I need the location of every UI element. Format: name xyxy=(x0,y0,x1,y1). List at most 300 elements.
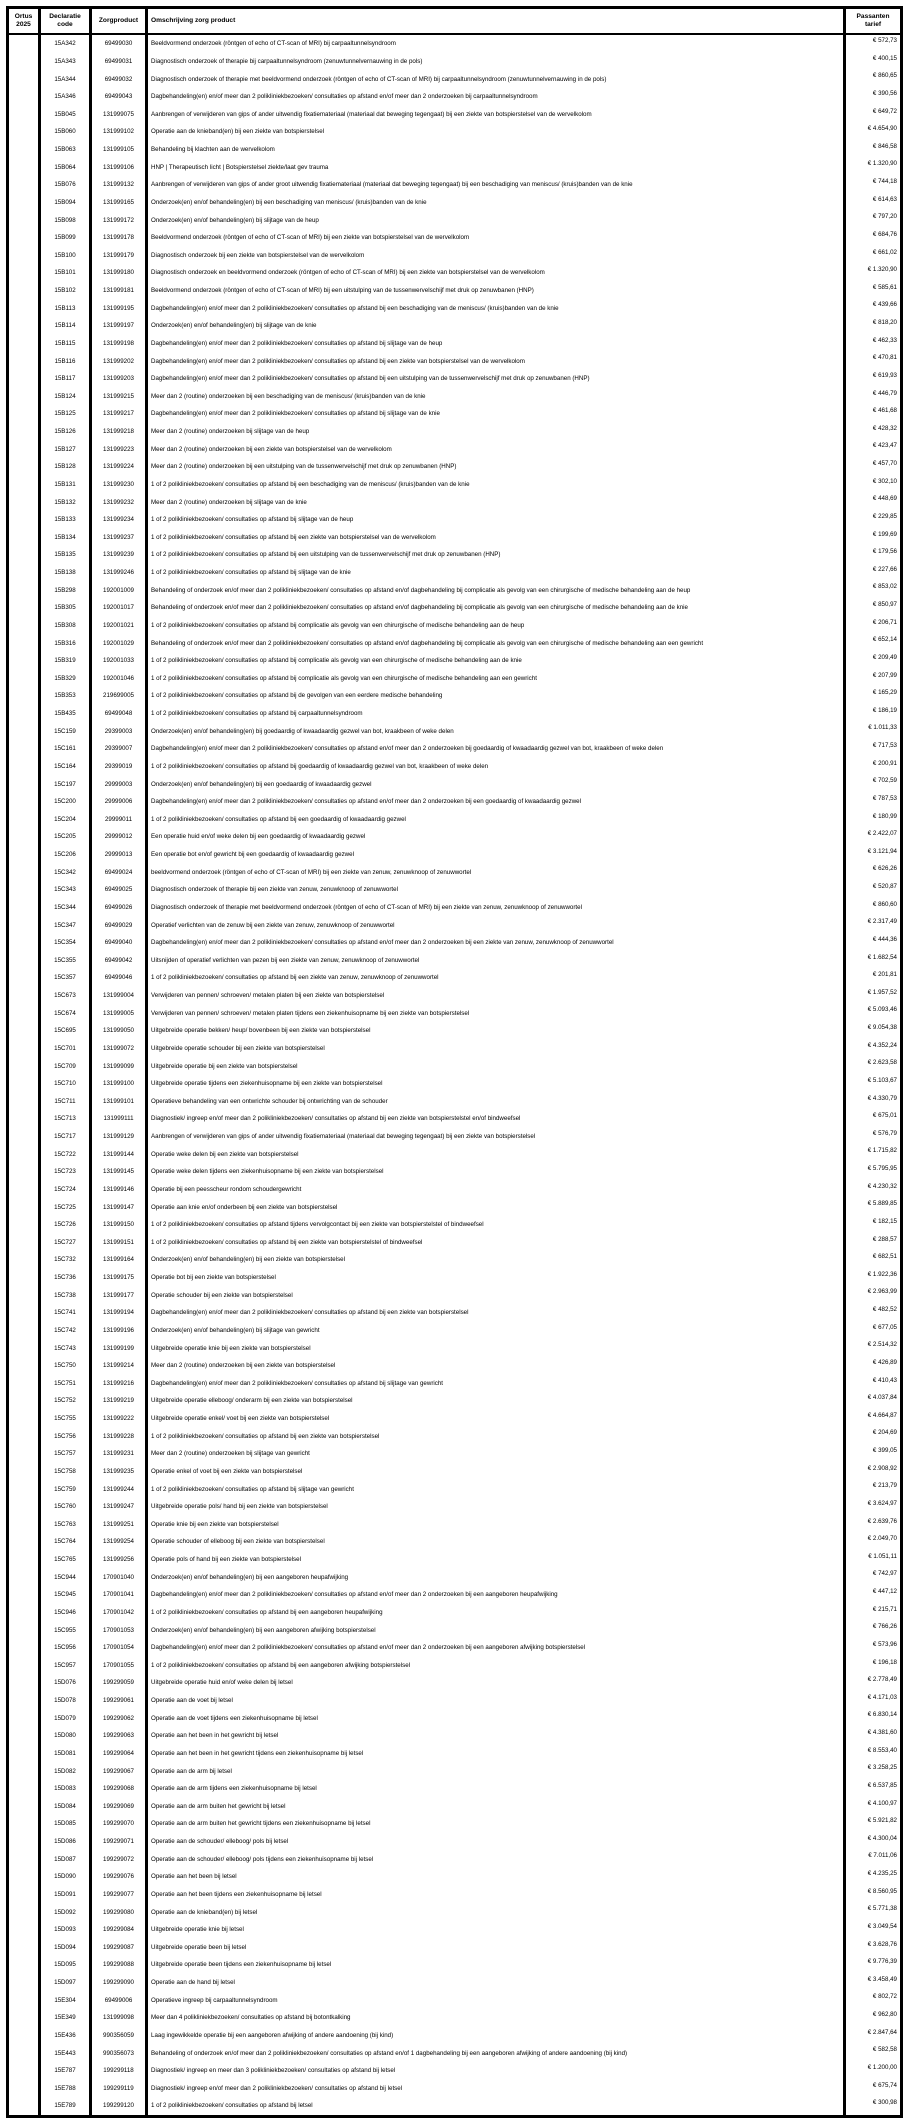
cell-zorgproduct: 29999003 xyxy=(91,775,147,793)
cell-declaratie-code: 15D095 xyxy=(40,1956,91,1974)
cell-zorgproduct: 131999237 xyxy=(91,529,147,547)
cell-zorgproduct: 69499030 xyxy=(91,34,147,53)
cell-zorgproduct: 131999179 xyxy=(91,247,147,265)
cell-declaratie-code: 15C695 xyxy=(40,1022,91,1040)
cell-passanten-tarief: € 860,60 xyxy=(845,899,902,917)
cell-omschrijving: Dagbehandeling(en) en/of meer dan 2 polikliniekbezoeken/ consultaties op afstand bij slijtage van de heup xyxy=(147,335,845,353)
cell-omschrijving: 1 of 2 polikliniekbezoeken/ consultaties op afstand bij complicatie als gevolg van een chirurgische of medische behandeling aan een gewricht xyxy=(147,670,845,688)
cell-omschrijving: Diagnostisch onderzoek bij een ziekte van botspierstelsel van de wervelkolom xyxy=(147,247,845,265)
cell-declaratie-code: 15C204 xyxy=(40,811,91,829)
cell-omschrijving: 1 of 2 polikliniekbezoeken/ consultaties op afstand bij complicatie als gevolg van een chirurgische of medische behandeling aan de knie xyxy=(147,652,845,670)
cell-passanten-tarief: € 1.051,11 xyxy=(845,1551,902,1569)
cell-omschrijving: 1 of 2 polikliniekbezoeken/ consultaties op afstand tijdens vervolgcontact bij een ziekte van botspierstelstel of bindweefsel xyxy=(147,1216,845,1234)
cell-zorgproduct: 199299061 xyxy=(91,1692,147,1710)
cell-passanten-tarief: € 1.922,36 xyxy=(845,1269,902,1287)
cell-passanten-tarief: € 860,65 xyxy=(845,70,902,88)
table-row xyxy=(8,405,902,423)
cell-zorgproduct: 199299071 xyxy=(91,1833,147,1851)
cell-passanten-tarief: € 448,69 xyxy=(845,493,902,511)
cell-omschrijving: Diagnostiek/ ingreep en/of meer dan 2 polikliniekbezoeken/ consultaties op afstand bij een ziekte van botspierstelstel en/of bindweefsel xyxy=(147,1110,845,1128)
cell-passanten-tarief: € 3.121,94 xyxy=(845,846,902,864)
cell-passanten-tarief: € 227,66 xyxy=(845,564,902,582)
cell-zorgproduct: 199299062 xyxy=(91,1709,147,1727)
cell-passanten-tarief: € 3.049,54 xyxy=(845,1921,902,1939)
cell-declaratie-code: 15B329 xyxy=(40,670,91,688)
table-row xyxy=(8,811,902,829)
cell-declaratie-code: 15D082 xyxy=(40,1762,91,1780)
table-row xyxy=(8,2044,902,2062)
cell-declaratie-code: 15C725 xyxy=(40,1198,91,1216)
table-row xyxy=(8,881,902,899)
cell-omschrijving: Behandeling bij klachten aan de wervelkolom xyxy=(147,141,845,159)
table-row xyxy=(8,1586,902,1604)
cell-zorgproduct: 131999231 xyxy=(91,1445,147,1463)
table-row xyxy=(8,1798,902,1816)
table-row xyxy=(8,1040,902,1058)
table-row xyxy=(8,299,902,317)
cell-zorgproduct: 192001046 xyxy=(91,670,147,688)
table-row xyxy=(8,934,902,952)
cell-omschrijving: Meer dan 2 (routine) onderzoeken bij een ziekte van botspierstelsel van de wervelkolom xyxy=(147,440,845,458)
cell-omschrijving: Beeldvormend onderzoek (röntgen of echo of CT-scan of MRI) bij een uitstulping van de tussenwervelschijf met druk op zenuwbanen (HNP) xyxy=(147,282,845,300)
cell-omschrijving: Dagbehandeling(en) en/of meer dan 2 polikliniekbezoeken/ consultaties op afstand en/of meer dan 2 onderzoeken bij een goedaardig of kwaadaardig gezwel xyxy=(147,793,845,811)
cell-omschrijving: Dagbehandeling(en) en/of meer dan 2 polikliniekbezoeken/ consultaties op afstand en/of meer dan 2 onderzoeken bij carpaaltunnelsyndroom xyxy=(147,88,845,106)
cell-omschrijving: 1 of 2 polikliniekbezoeken/ consultaties op afstand bij complicatie als gevolg van een chirurgische of medische behandeling aan de heup xyxy=(147,617,845,635)
cell-passanten-tarief: € 5.889,85 xyxy=(845,1198,902,1216)
cell-passanten-tarief: € 204,69 xyxy=(845,1427,902,1445)
cell-omschrijving: Uitgebreide operatie enkel/ voet bij een ziekte van botspierstelsel xyxy=(147,1410,845,1428)
cell-zorgproduct: 192001033 xyxy=(91,652,147,670)
table-row xyxy=(8,352,902,370)
table-row xyxy=(8,158,902,176)
cell-zorgproduct: 131999247 xyxy=(91,1498,147,1516)
cell-declaratie-code: 15B319 xyxy=(40,652,91,670)
table-row xyxy=(8,282,902,300)
table-row xyxy=(8,1903,902,1921)
cell-zorgproduct: 131999150 xyxy=(91,1216,147,1234)
cell-passanten-tarief: € 853,02 xyxy=(845,581,902,599)
ortus-2025-cell xyxy=(8,34,40,2116)
cell-omschrijving: Operatie aan knie en/of onderbeen bij een ziekte van botspierstelsel xyxy=(147,1198,845,1216)
cell-passanten-tarief: € 661,02 xyxy=(845,247,902,265)
cell-declaratie-code: 15C743 xyxy=(40,1339,91,1357)
cell-passanten-tarief: € 2.963,99 xyxy=(845,1286,902,1304)
table-row xyxy=(8,969,902,987)
cell-zorgproduct: 131999145 xyxy=(91,1163,147,1181)
cell-declaratie-code: 15C945 xyxy=(40,1586,91,1604)
cell-omschrijving: Uitgebreide operatie pols/ hand bij een ziekte van botspierstelsel xyxy=(147,1498,845,1516)
table-row xyxy=(8,793,902,811)
cell-zorgproduct: 131999194 xyxy=(91,1304,147,1322)
table-row xyxy=(8,1181,902,1199)
cell-passanten-tarief: € 390,56 xyxy=(845,88,902,106)
cell-passanten-tarief: € 744,18 xyxy=(845,176,902,194)
cell-passanten-tarief: € 9.054,38 xyxy=(845,1022,902,1040)
table-row xyxy=(8,1445,902,1463)
cell-zorgproduct: 69499043 xyxy=(91,88,147,106)
table-row xyxy=(8,581,902,599)
cell-declaratie-code: 15D093 xyxy=(40,1921,91,1939)
cell-passanten-tarief: € 1.320,90 xyxy=(845,158,902,176)
cell-declaratie-code: 15B101 xyxy=(40,264,91,282)
cell-zorgproduct: 131999216 xyxy=(91,1375,147,1393)
cell-omschrijving: Operatie aan de arm buiten het gewricht bij letsel xyxy=(147,1798,845,1816)
cell-passanten-tarief: € 9.776,39 xyxy=(845,1956,902,1974)
cell-omschrijving: Onderzoek(en) en/of behandeling(en) bij slijtage van gewricht xyxy=(147,1322,845,1340)
cell-passanten-tarief: € 846,58 xyxy=(845,141,902,159)
cell-zorgproduct: 29399019 xyxy=(91,758,147,776)
cell-passanten-tarief: € 675,74 xyxy=(845,2080,902,2098)
cell-zorgproduct: 131999144 xyxy=(91,1145,147,1163)
cell-passanten-tarief: € 4.037,84 xyxy=(845,1392,902,1410)
cell-zorgproduct: 131999050 xyxy=(91,1022,147,1040)
cell-omschrijving: Dagbehandeling(en) en/of meer dan 2 polikliniekbezoeken/ consultaties op afstand bij een beschadiging van de meniscus/ (kruis)banden van de knie xyxy=(147,299,845,317)
cell-omschrijving: Dagbehandeling(en) en/of meer dan 2 polikliniekbezoeken/ consultaties op afstand bij een ziekte van botspierstelsel xyxy=(147,1304,845,1322)
cell-zorgproduct: 199299072 xyxy=(91,1850,147,1868)
cell-zorgproduct: 131999099 xyxy=(91,1057,147,1075)
cell-declaratie-code: 15C722 xyxy=(40,1145,91,1163)
cell-passanten-tarief: € 1.011,33 xyxy=(845,722,902,740)
table-row xyxy=(8,740,902,758)
cell-omschrijving: Operatie aan de voet tijdens een ziekenhuisopname bij letsel xyxy=(147,1709,845,1727)
cell-omschrijving: Behandeling of onderzoek en/of meer dan 2 polikliniekbezoeken/ consultaties op afstand en/of dagbehandeling bij complicatie als gevolg van een chirurgische of medische behandeling aan een gewricht xyxy=(147,634,845,652)
cell-declaratie-code: 15C741 xyxy=(40,1304,91,1322)
table-row xyxy=(8,123,902,141)
cell-omschrijving: Uitgebreide operatie been bij letsel xyxy=(147,1939,845,1957)
cell-declaratie-code: 15C710 xyxy=(40,1075,91,1093)
cell-zorgproduct: 131999146 xyxy=(91,1181,147,1199)
cell-declaratie-code: 15C161 xyxy=(40,740,91,758)
table-row xyxy=(8,1163,902,1181)
cell-omschrijving: Behandeling of onderzoek en/of meer dan 2 polikliniekbezoeken/ consultaties op afstand en/of dagbehandeling bij complicatie als gevolg van een chirurgische of medische behandeling aan de heup xyxy=(147,581,845,599)
cell-zorgproduct: 199299063 xyxy=(91,1727,147,1745)
cell-declaratie-code: 15C343 xyxy=(40,881,91,899)
cell-passanten-tarief: € 962,80 xyxy=(845,2009,902,2027)
cell-passanten-tarief: € 742,97 xyxy=(845,1568,902,1586)
table-row xyxy=(8,141,902,159)
cell-zorgproduct: 131999101 xyxy=(91,1093,147,1111)
cell-omschrijving: Diagnostisch onderzoek en beeldvormend onderzoek (röntgen of echo of CT-scan of MRI) bij een ziekte van botspierstelsel van de wervelkolom xyxy=(147,264,845,282)
cell-omschrijving: Meer dan 2 (routine) onderzoeken bij slijtage van de knie xyxy=(147,493,845,511)
cell-zorgproduct: 29999012 xyxy=(91,828,147,846)
cell-omschrijving: Meer dan 2 (routine) onderzoeken bij een beschadiging van de meniscus/ (kruis)banden van de knie xyxy=(147,388,845,406)
cell-passanten-tarief: € 209,49 xyxy=(845,652,902,670)
cell-zorgproduct: 170901055 xyxy=(91,1657,147,1675)
table-row xyxy=(8,1956,902,1974)
cell-declaratie-code: 15C944 xyxy=(40,1568,91,1586)
cell-zorgproduct: 199299069 xyxy=(91,1798,147,1816)
cell-omschrijving: 1 of 2 polikliniekbezoeken/ consultaties op afstand bij een beschadiging van de meniscus/ (kruis)banden van de knie xyxy=(147,476,845,494)
cell-passanten-tarief: € 4.654,90 xyxy=(845,123,902,141)
table-row xyxy=(8,1075,902,1093)
cell-declaratie-code: 15B113 xyxy=(40,299,91,317)
cell-passanten-tarief: € 2.049,70 xyxy=(845,1533,902,1551)
table-row xyxy=(8,1339,902,1357)
cell-omschrijving: Onderzoek(en) en/of behandeling(en) bij slijtage van de knie xyxy=(147,317,845,335)
cell-declaratie-code: 15C347 xyxy=(40,916,91,934)
cell-declaratie-code: 15D091 xyxy=(40,1886,91,1904)
table-row xyxy=(8,1516,902,1534)
cell-omschrijving: Verwijderen van pennen/ schroeven/ metalen platen tijdens een ziekenhuisopname bij een ziekte van botspierstelsel xyxy=(147,1004,845,1022)
cell-omschrijving: 1 of 2 polikliniekbezoeken/ consultaties op afstand bij slijtage van gewricht xyxy=(147,1480,845,1498)
cell-omschrijving: Operatie bij een peesscheur rondom schoudergewricht xyxy=(147,1181,845,1199)
cell-passanten-tarief: € 818,20 xyxy=(845,317,902,335)
cell-passanten-tarief: € 682,51 xyxy=(845,1251,902,1269)
cell-passanten-tarief: € 462,33 xyxy=(845,335,902,353)
cell-omschrijving: Operatie schouder of elleboog bij een ziekte van botspierstelsel xyxy=(147,1533,845,1551)
cell-omschrijving: 1 of 2 polikliniekbezoeken/ consultaties op afstand bij slijtage van de knie xyxy=(147,564,845,582)
cell-omschrijving: Dagbehandeling(en) en/of meer dan 2 polikliniekbezoeken/ consultaties op afstand bij slijtage van gewricht xyxy=(147,1375,845,1393)
cell-passanten-tarief: € 179,56 xyxy=(845,546,902,564)
cell-zorgproduct: 199299080 xyxy=(91,1903,147,1921)
cell-passanten-tarief: € 5.921,82 xyxy=(845,1815,902,1833)
cell-passanten-tarief: € 400,15 xyxy=(845,53,902,71)
cell-passanten-tarief: € 1.682,54 xyxy=(845,952,902,970)
cell-omschrijving: Operatie aan het been tijdens een ziekenhuisopname bij letsel xyxy=(147,1886,845,1904)
cell-passanten-tarief: € 576,79 xyxy=(845,1128,902,1146)
table-row xyxy=(8,1762,902,1780)
cell-declaratie-code: 15E789 xyxy=(40,2097,91,2116)
cell-omschrijving: Meer dan 2 (routine) onderzoeken bij een ziekte van botspierstelsel xyxy=(147,1357,845,1375)
cell-declaratie-code: 15D076 xyxy=(40,1674,91,1692)
table-row xyxy=(8,53,902,71)
cell-omschrijving: beeldvormend onderzoek (röntgen of echo of CT-scan of MRI) bij een ziekte van zenuw, zenuwknoop of zenuwwortel xyxy=(147,863,845,881)
cell-omschrijving: Meer dan 4 polikliniekbezoeken/ consultaties op afstand bij botontkalking xyxy=(147,2009,845,2027)
header-ortus-2025: Ortus 2025 xyxy=(8,8,40,35)
cell-passanten-tarief: € 766,26 xyxy=(845,1621,902,1639)
cell-omschrijving: Laag ingewikkelde operatie bij een aangeboren afwijking of andere aandoening (bij kind) xyxy=(147,2027,845,2045)
cell-omschrijving: Onderzoek(en) en/of behandeling(en) bij een beschadiging van meniscus/ (kruis)banden van de knie xyxy=(147,194,845,212)
cell-omschrijving: 1 of 2 polikliniekbezoeken/ consultaties op afstand bij een uitstulping van de tussenwervelschijf met druk op zenuwbanen (HNP) xyxy=(147,546,845,564)
table-row xyxy=(8,70,902,88)
table-row xyxy=(8,1991,902,2009)
cell-omschrijving: Diagnostiek/ ingreep en meer dan 3 polikliniekbezoeken/ consultaties op afstand bij letsel xyxy=(147,2062,845,2080)
cell-declaratie-code: 15C752 xyxy=(40,1392,91,1410)
tariff-sheet xyxy=(6,6,900,2118)
cell-declaratie-code: 15C756 xyxy=(40,1427,91,1445)
cell-zorgproduct: 131999132 xyxy=(91,176,147,194)
cell-omschrijving: Operatie aan de arm tijdens een ziekenhuisopname bij letsel xyxy=(147,1780,845,1798)
table-header xyxy=(8,8,902,35)
cell-passanten-tarief: € 2.639,76 xyxy=(845,1516,902,1534)
cell-declaratie-code: 15C727 xyxy=(40,1234,91,1252)
table-row xyxy=(8,2097,902,2116)
cell-passanten-tarief: € 200,91 xyxy=(845,758,902,776)
table-row xyxy=(8,1269,902,1287)
cell-declaratie-code: 15B308 xyxy=(40,617,91,635)
cell-declaratie-code: 15B063 xyxy=(40,141,91,159)
table-row xyxy=(8,176,902,194)
table-row xyxy=(8,1674,902,1692)
table-row xyxy=(8,1533,902,1551)
cell-passanten-tarief: € 199,69 xyxy=(845,529,902,547)
cell-zorgproduct: 131999151 xyxy=(91,1234,147,1252)
cell-passanten-tarief: € 797,20 xyxy=(845,211,902,229)
cell-declaratie-code: 15C758 xyxy=(40,1463,91,1481)
cell-declaratie-code: 15A346 xyxy=(40,88,91,106)
cell-zorgproduct: 131999228 xyxy=(91,1427,147,1445)
cell-omschrijving: Operatie weke delen tijdens een ziekenhuisopname bij een ziekte van botspierstelsel xyxy=(147,1163,845,1181)
cell-omschrijving: Operatieve behandeling van een ontwrichte schouder bij ontwrichting van de schouder xyxy=(147,1093,845,1111)
cell-zorgproduct: 199299119 xyxy=(91,2080,147,2098)
cell-zorgproduct: 131999251 xyxy=(91,1516,147,1534)
cell-passanten-tarief: € 180,99 xyxy=(845,811,902,829)
cell-declaratie-code: 15D081 xyxy=(40,1745,91,1763)
cell-zorgproduct: 131999177 xyxy=(91,1286,147,1304)
cell-zorgproduct: 69499040 xyxy=(91,934,147,952)
cell-declaratie-code: 15C354 xyxy=(40,934,91,952)
cell-omschrijving: Diagnostisch onderzoek of therapie met beeldvormend onderzoek (röntgen of echo of CT-scan of MRI) bij een ziekte van zenuw, zenuwknoop of zenuwwortel xyxy=(147,899,845,917)
table-row xyxy=(8,423,902,441)
cell-passanten-tarief: € 582,58 xyxy=(845,2044,902,2062)
cell-omschrijving: Aanbrengen of verwijderen van gips of ander uitwendig fixatiemateriaal (materiaal dat beweging tegengaat) bij een ziekte van botspierstelsel xyxy=(147,1128,845,1146)
cell-omschrijving: Dagbehandeling(en) en/of meer dan 2 polikliniekbezoeken/ consultaties op afstand en/of meer dan 2 onderzoeken bij een aangeboren heupafwijking xyxy=(147,1586,845,1604)
table-row xyxy=(8,1833,902,1851)
cell-passanten-tarief: € 4.300,04 xyxy=(845,1833,902,1851)
table-row xyxy=(8,1709,902,1727)
cell-declaratie-code: 15B128 xyxy=(40,458,91,476)
cell-zorgproduct: 131999102 xyxy=(91,123,147,141)
cell-omschrijving: 1 of 2 polikliniekbezoeken/ consultaties op afstand bij goedaardig of kwaadaardig gezwel van bot, kraakbeen of weke delen xyxy=(147,758,845,776)
table-row xyxy=(8,194,902,212)
cell-passanten-tarief: € 215,71 xyxy=(845,1604,902,1622)
cell-omschrijving: 1 of 2 polikliniekbezoeken/ consultaties op afstand bij een aangeboren afwijking botspierstelsel xyxy=(147,1657,845,1675)
cell-passanten-tarief: € 717,53 xyxy=(845,740,902,758)
table-row xyxy=(8,546,902,564)
table-row xyxy=(8,370,902,388)
cell-passanten-tarief: € 6.830,14 xyxy=(845,1709,902,1727)
header-omschrijving: Omschrijving zorg product xyxy=(147,8,845,35)
table-row xyxy=(8,458,902,476)
cell-declaratie-code: 15B131 xyxy=(40,476,91,494)
cell-omschrijving: Operatie enkel of voet bij een ziekte van botspierstelsel xyxy=(147,1463,845,1481)
cell-passanten-tarief: € 5.103,67 xyxy=(845,1075,902,1093)
cell-passanten-tarief: € 4.381,60 xyxy=(845,1727,902,1745)
cell-passanten-tarief: € 572,73 xyxy=(845,34,902,53)
cell-zorgproduct: 131999072 xyxy=(91,1040,147,1058)
cell-declaratie-code: 15C755 xyxy=(40,1410,91,1428)
table-row xyxy=(8,1921,902,1939)
cell-zorgproduct: 29999011 xyxy=(91,811,147,829)
cell-zorgproduct: 199299059 xyxy=(91,1674,147,1692)
cell-omschrijving: 1 of 2 polikliniekbezoeken/ consultaties op afstand bij carpaaltunnelsyndroom xyxy=(147,705,845,723)
cell-zorgproduct: 170901040 xyxy=(91,1568,147,1586)
cell-zorgproduct: 131999165 xyxy=(91,194,147,212)
cell-declaratie-code: 15B133 xyxy=(40,511,91,529)
cell-declaratie-code: 15B127 xyxy=(40,440,91,458)
cell-omschrijving: Onderzoek(en) en/of behandeling(en) bij een aangeboren heupafwijking xyxy=(147,1568,845,1586)
cell-declaratie-code: 15B114 xyxy=(40,317,91,335)
cell-declaratie-code: 15C197 xyxy=(40,775,91,793)
cell-zorgproduct: 170901053 xyxy=(91,1621,147,1639)
cell-declaratie-code: 15C342 xyxy=(40,863,91,881)
cell-omschrijving: 1 of 2 polikliniekbezoeken/ consultaties op afstand bij de gevolgen van een eerdere medische behandeling xyxy=(147,687,845,705)
cell-declaratie-code: 15C957 xyxy=(40,1657,91,1675)
table-row xyxy=(8,388,902,406)
cell-omschrijving: Aanbrengen of verwijderen van gips of ander groot uitwendig fixatiemateriaal (materiaal dat beweging tegengaat) bij een beschadiging van meniscus/ (kruis)banden van de knie xyxy=(147,176,845,194)
cell-declaratie-code: 15D085 xyxy=(40,1815,91,1833)
cell-zorgproduct: 29399007 xyxy=(91,740,147,758)
cell-zorgproduct: 199299090 xyxy=(91,1974,147,1992)
table-row xyxy=(8,1551,902,1569)
tariff-table xyxy=(6,6,903,2118)
cell-omschrijving: Uitgebreide operatie knie bij letsel xyxy=(147,1921,845,1939)
cell-declaratie-code: 15B060 xyxy=(40,123,91,141)
cell-declaratie-code: 15C738 xyxy=(40,1286,91,1304)
cell-declaratie-code: 15B305 xyxy=(40,599,91,617)
table-row xyxy=(8,1304,902,1322)
cell-zorgproduct: 170901041 xyxy=(91,1586,147,1604)
cell-declaratie-code: 15C205 xyxy=(40,828,91,846)
cell-passanten-tarief: € 652,14 xyxy=(845,634,902,652)
cell-declaratie-code: 15C956 xyxy=(40,1639,91,1657)
table-row xyxy=(8,634,902,652)
cell-omschrijving: 1 of 2 polikliniekbezoeken/ consultaties op afstand bij een goedaardig of kwaadaardig gezwel xyxy=(147,811,845,829)
cell-declaratie-code: 15C724 xyxy=(40,1181,91,1199)
table-row xyxy=(8,899,902,917)
cell-zorgproduct: 131999181 xyxy=(91,282,147,300)
table-row xyxy=(8,2080,902,2098)
cell-passanten-tarief: € 482,52 xyxy=(845,1304,902,1322)
table-row xyxy=(8,1850,902,1868)
cell-omschrijving: Operatief verlichten van de zenuw bij een ziekte van zenuw, zenuwknoop of zenuwwortel xyxy=(147,916,845,934)
cell-omschrijving: HNP | Therapeutisch licht | Botspierstelsel ziekte/laat gev trauma xyxy=(147,158,845,176)
cell-zorgproduct: 199299068 xyxy=(91,1780,147,1798)
cell-omschrijving: 1 of 2 polikliniekbezoeken/ consultaties op afstand bij een ziekte van zenuw, zenuwknoop of zenuwwortel xyxy=(147,969,845,987)
cell-declaratie-code: 15B298 xyxy=(40,581,91,599)
cell-omschrijving: 1 of 2 polikliniekbezoeken/ consultaties op afstand bij een ziekte van botspierstelsel xyxy=(147,1427,845,1445)
cell-declaratie-code: 15B099 xyxy=(40,229,91,247)
table-row xyxy=(8,247,902,265)
cell-declaratie-code: 15C674 xyxy=(40,1004,91,1022)
table-row xyxy=(8,1004,902,1022)
cell-declaratie-code: 15E443 xyxy=(40,2044,91,2062)
cell-omschrijving: Operatie aan de arm bij letsel xyxy=(147,1762,845,1780)
cell-passanten-tarief: € 2.778,49 xyxy=(845,1674,902,1692)
header-row xyxy=(8,8,902,35)
cell-passanten-tarief: € 229,85 xyxy=(845,511,902,529)
table-body xyxy=(8,34,902,2116)
cell-declaratie-code: 15D092 xyxy=(40,1903,91,1921)
cell-passanten-tarief: € 186,19 xyxy=(845,705,902,723)
table-row xyxy=(8,1745,902,1763)
cell-omschrijving: Operatie aan het been bij letsel xyxy=(147,1868,845,1886)
table-row xyxy=(8,1110,902,1128)
cell-passanten-tarief: € 423,47 xyxy=(845,440,902,458)
cell-omschrijving: 1 of 2 polikliniekbezoeken/ consultaties op afstand bij letsel xyxy=(147,2097,845,2116)
table-row xyxy=(8,1410,902,1428)
table-row xyxy=(8,106,902,124)
table-row xyxy=(8,1392,902,1410)
cell-declaratie-code: 15C751 xyxy=(40,1375,91,1393)
cell-declaratie-code: 15A343 xyxy=(40,53,91,71)
cell-zorgproduct: 69499006 xyxy=(91,1991,147,2009)
cell-zorgproduct: 69499046 xyxy=(91,969,147,987)
cell-zorgproduct: 131999215 xyxy=(91,388,147,406)
cell-passanten-tarief: € 399,05 xyxy=(845,1445,902,1463)
cell-passanten-tarief: € 1.320,90 xyxy=(845,264,902,282)
cell-declaratie-code: 15C200 xyxy=(40,793,91,811)
cell-passanten-tarief: € 649,72 xyxy=(845,106,902,124)
cell-declaratie-code: 15D086 xyxy=(40,1833,91,1851)
cell-zorgproduct: 990356073 xyxy=(91,2044,147,2062)
cell-passanten-tarief: € 5.795,95 xyxy=(845,1163,902,1181)
cell-declaratie-code: 15B045 xyxy=(40,106,91,124)
table-row xyxy=(8,1375,902,1393)
cell-passanten-tarief: € 626,26 xyxy=(845,863,902,881)
cell-zorgproduct: 199299076 xyxy=(91,1868,147,1886)
cell-passanten-tarief: € 614,63 xyxy=(845,194,902,212)
